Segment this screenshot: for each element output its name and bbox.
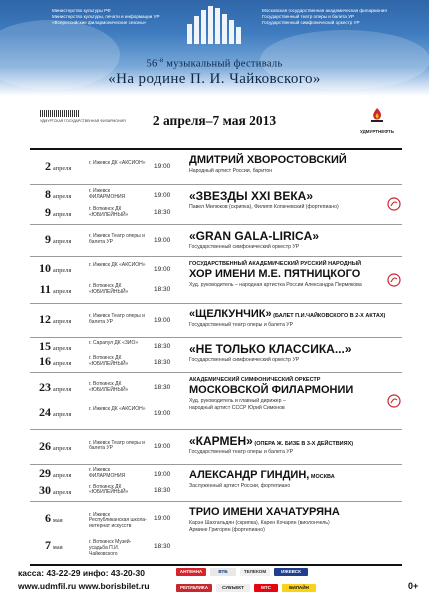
event-title-prefix: ГОСУДАРСТВЕННЫЙ АКАДЕМИЧЕСКИЙ РУССКИЙ НАРОДНЫЙ [189,261,362,267]
event-title-text: ТРИО ИМЕНИ ХАЧАТУРЯНА [189,506,340,518]
schedule-divider [30,184,402,185]
organizer-line: Государственный театр оперы и балета УР [262,14,355,19]
event-title [189,189,313,203]
event-month: апреля [53,165,72,172]
organizer-line: Министерство культуры РФ [52,8,111,13]
organizers-left [52,8,162,26]
event-time: 18:30 [154,487,171,495]
event-time: 19:00 [154,191,171,199]
event-venue: г. Воткинск ДК «ЮБИЛЕЙНЫЙ» [89,380,129,393]
event-description: Карэн Шахгальдян (скрипка), Карен Кочарян (виолончель) [189,520,330,526]
festival-badge-icon [386,273,402,287]
event-title-text: МОСКОВСКОЙ ФИЛАРМОНИИ [189,384,354,396]
event-month: апреля [53,361,72,368]
contact-websites: www.udmfil.ru www.borisbilet.ru [18,581,150,591]
event-venue: г. Ижевск Театр оперы и балета УР [89,233,145,245]
event-day: 30 [39,482,51,497]
event-venue: г. Ижевск ДК «АКСИОН» [89,262,146,269]
sponsor-logo: РЕПУБЛИКА [176,584,212,592]
sponsor-logo: СУБЪЕКТ [216,584,250,592]
event-day: 16 [39,354,51,369]
event-month: апреля [53,412,72,419]
sponsor-logo: ВТБ [210,568,236,576]
event-time: 18:30 [154,542,171,550]
event-venue: г. Сарапул ДК «ЗИО» [89,339,139,346]
event-day: 12 [39,312,51,326]
event-title-note: (ОПЕРА Ж. БИЗЕ В 3-Х ДЕЙСТВИЯХ) [252,441,354,447]
organizer-line: Московская государственная академическая филармония [262,8,387,13]
event-description: Государственный театр оперы и балета УР [189,449,294,455]
sponsor-logo: БИЛАЙН [282,584,316,592]
event-venue: г. Ижевск ФИЛАРМОНИЯ [89,188,126,200]
event-time: 19:00 [154,163,171,170]
event-description: Народный артист России, баритон [189,168,273,174]
event-title [189,229,319,243]
event-title-text: ХОР ИМЕНИ М.Е. ПЯТНИЦКОГО [189,268,361,280]
event-day: 26 [39,438,51,453]
event-day: 9 [45,204,51,219]
organizer-line: «Всероссийские филармонические сезоны» [52,20,147,25]
event-day: 6 [45,510,51,525]
event-time: 18:30 [154,286,171,294]
event-month: апреля [53,239,72,245]
event-title-prefix: АКАДЕМИЧЕСКИЙ СИМФОНИЧЕСКИЙ ОРКЕСТР [189,377,321,383]
event-time: 18:30 [154,343,171,351]
event-title [189,506,340,518]
sponsor-logo [352,108,402,134]
schedule-divider [30,224,402,225]
sponsor-logo: ИЖЕВСК [274,568,308,576]
event-description: Павел Милюков (скрипка), Филипп Копачевский (фортепиано) [189,204,339,210]
festival-dates: 2 апреля–7 мая 2013 [152,113,277,128]
event-title [189,384,353,396]
event-month: апреля [53,489,72,496]
event-time: 18:30 [154,384,171,392]
event-month: апреля [53,211,72,218]
schedule-divider [30,337,402,338]
event-description: Государственный симфонический оркестр УР [189,357,300,363]
event-description: Государственный симфонический оркестр УР [189,244,300,250]
event-venue: г. Воткинск Музей-усадьба П.И. Чайковского [89,539,132,557]
event-day: 10 [39,261,51,276]
event-title [189,154,347,166]
event-title-note: (БАЛЕТ П.И.ЧАЙКОВСКОГО В 2-Х АКТАХ) [271,313,386,319]
event-day: 11 [39,281,51,296]
event-month: апреля [53,268,72,275]
event-title-note: МОСКВА [309,474,335,480]
event-venue: г. Ижевск Республиканская школа-интернат искусств [89,511,147,530]
organ-pipes-icon [185,6,245,44]
event-time: 18:30 [154,358,171,366]
event-day: 24 [39,405,51,420]
event-title [189,308,385,320]
event-title-text: ДМИТРИЙ ХВОРОСТОВСКИЙ [189,154,347,166]
event-venue: г. Ижевск Театр оперы и балета УР [89,439,145,452]
contact-phones: касса: 43-22-29 инфо: 43-20-30 [18,568,145,578]
event-month: апреля [53,386,72,393]
event-venue: г. Ижевск ДК «АКСИОН» [89,406,146,413]
event-description: Худ. руководитель и главный дирижер – [189,398,286,404]
event-venue: г. Воткинск ДК «ЮБИЛЕЙНЫЙ» [89,483,129,496]
header-banner [0,0,429,96]
schedule-divider [30,372,402,373]
event-month: апреля [53,319,72,325]
event-month: мая [53,545,63,552]
event-title-text: «КАРМЕН» [189,434,253,448]
event-venue: г. Ижевск ДК «АКСИОН» [89,159,146,166]
festival-badge-icon [386,197,402,211]
organizer-line: Государственный симфонический оркестр УР [262,20,360,25]
event-month: апреля [53,345,72,352]
schedule-divider [30,256,402,257]
event-day: 23 [39,379,51,394]
event-description: Заслуженный артист России, фортепиано [189,483,291,489]
event-month: апреля [53,445,72,452]
event-title-text: «GRAN GALA-LIRICA» [189,229,320,243]
event-venue: г. Воткинск ДК «ЮБИЛЕЙНЫЙ» [89,355,129,367]
event-venue: г. Воткинск ДК «ЮБИЛЕЙНЫЙ» [89,205,129,218]
event-month: апреля [53,288,72,295]
event-title [189,342,352,356]
philharmonic-label: УДМУРТСКАЯ ГОСУДАРСТВЕННАЯ ФИЛАРМОНИЯ [40,119,126,123]
event-venue: г. Ижевск Театр оперы и балета УР [89,313,145,325]
event-description: Худ. руководитель – народная артистка России Александра Пермякова [189,282,362,288]
schedule-divider [30,429,402,430]
festival-subtitle: $56^{-й}$ музыкальный фестиваль [146,58,283,70]
event-time: 19:00 [154,470,171,478]
event-title [189,469,335,481]
udmurtneft-icon [369,108,385,123]
event-day: 8 [45,187,51,202]
event-description: Государственный театр оперы и балета УР [189,322,294,328]
event-title-text: АЛЕКСАНДР ГИНДИН, [189,469,310,481]
event-day: 29 [39,466,51,481]
event-time: 19:00 [154,316,171,324]
event-title [189,434,353,448]
festival-badge-icon [386,394,402,408]
event-description: народный артист СССР Юрий Симонов [189,404,285,411]
schedule-top-rule [30,148,402,150]
event-time: 19:00 [154,236,171,244]
event-day: 9 [45,232,51,246]
schedule-divider [30,501,402,502]
schedule-divider [30,464,402,465]
event-month: апреля [53,194,72,201]
footer [0,566,429,599]
event-time: 19:00 [154,409,171,417]
event-month: апреля [53,473,72,480]
festival-title: «На родине П. И. Чайковского» [108,71,321,87]
organizer-line: Министерство культуры, печати и информации УР [52,14,160,19]
event-description: Армине Григорян (фортепиано) [189,526,265,533]
event-venue: г. Воткинск ДК «ЮБИЛЕЙНЫЙ» [89,282,129,295]
event-time: 18:30 [154,209,171,217]
event-title-text: «ЩЕЛКУНЧИК» [189,308,272,320]
organizers-right [262,8,402,26]
event-day: 7 [45,538,51,553]
event-time: 19:00 [154,265,171,273]
event-title-text: «НЕ ТОЛЬКО КЛАССИКА...» [189,342,352,356]
event-day: 2 [45,158,51,173]
event-venue: г. Ижевск ФИЛАРМОНИЯ [89,467,126,480]
sponsor-logo: ТЕЛЕКОМ [240,568,270,576]
sponsor-logos [176,566,386,599]
schedule-divider [30,303,402,304]
sponsor-logo: МТС [254,584,278,592]
event-day: 15 [39,338,51,353]
event-time: 19:00 [154,443,171,450]
age-rating: 0+ [408,581,419,591]
sponsor-logo: АНТЕННА [176,568,206,576]
event-month: мая [53,517,63,524]
event-title [189,268,360,280]
sponsor-label: УДМУРТНЕФТЬ [360,129,394,134]
event-title-text: «ЗВЕЗДЫ XXI ВЕКА» [189,189,314,203]
event-time: 19:00 [154,515,171,523]
